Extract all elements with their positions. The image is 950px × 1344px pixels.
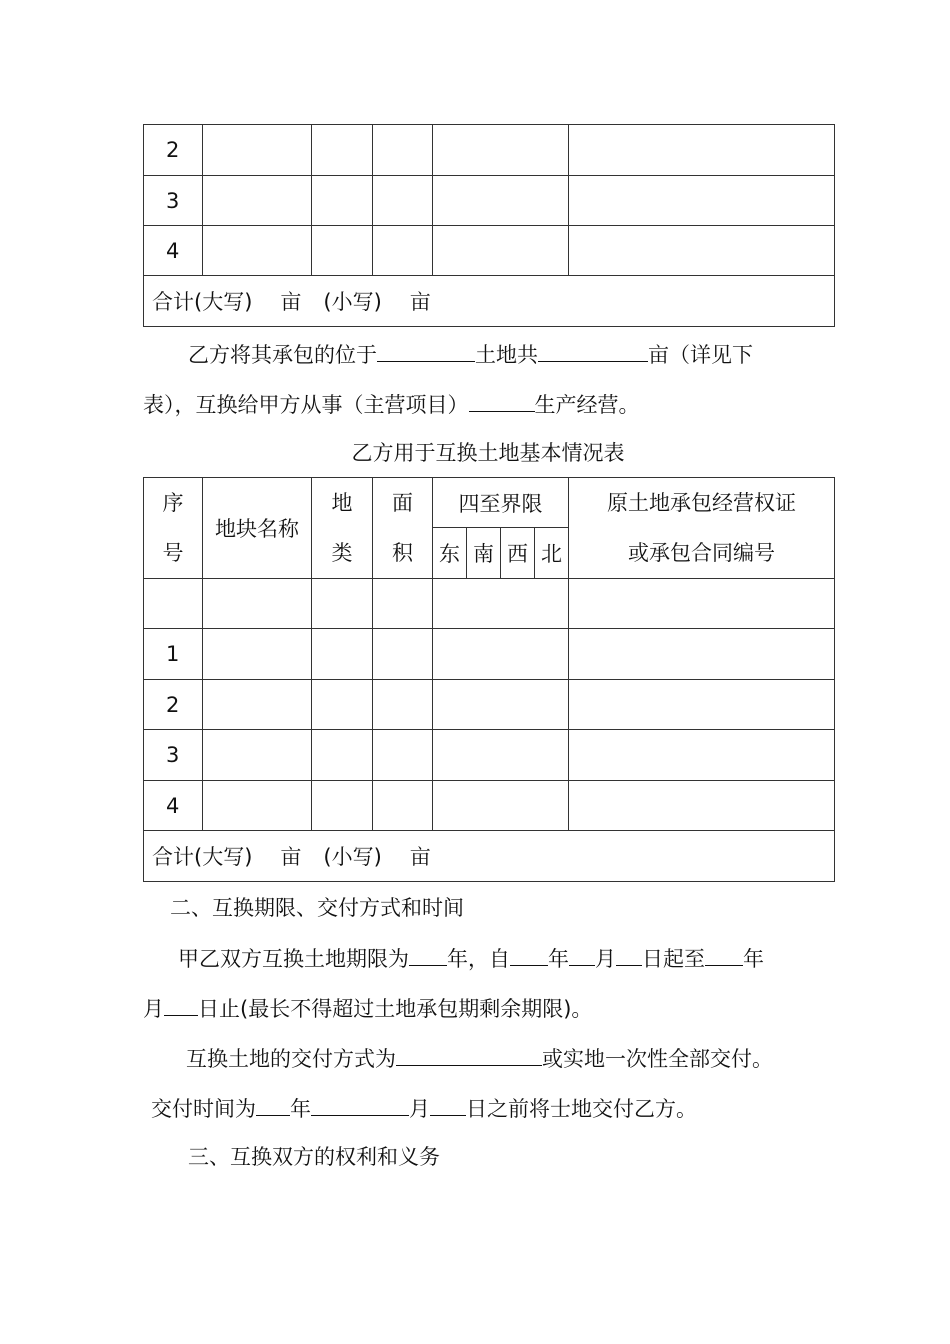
table-caption: 乙方用于互换土地基本情况表	[351, 441, 625, 465]
blank-location	[377, 340, 475, 362]
header-south: 南	[467, 528, 501, 579]
header-area: 面	[392, 491, 413, 515]
blank-delivery-month	[311, 1094, 409, 1116]
row-number: 4	[144, 226, 203, 276]
header-seq: 序	[162, 491, 184, 515]
row-number: 1	[144, 629, 203, 680]
blank-area	[538, 340, 648, 362]
total-label-numeric: (小写)	[323, 290, 382, 314]
blank-delivery-year	[256, 1094, 290, 1116]
header-type: 地	[331, 491, 353, 515]
blank-start-month	[569, 944, 595, 966]
row-number	[144, 579, 203, 629]
row-number: 2	[144, 680, 203, 730]
header-east: 东	[433, 528, 467, 579]
blank-start-day	[616, 944, 642, 966]
blank-years	[409, 944, 447, 966]
table-row	[144, 730, 835, 781]
total-unit: 亩	[409, 845, 431, 869]
table-row	[144, 781, 835, 831]
total-label-capital: 合计(大写)	[152, 845, 253, 869]
table-row	[144, 125, 835, 176]
paragraph-line: 表），互换给甲方从事（主营项目） 生产经营。	[143, 390, 640, 419]
paragraph-line: 互换土地的交付方式为 或实地一次性全部交付。	[186, 1044, 773, 1073]
row-number: 2	[144, 125, 203, 176]
header-row: 序 号 地块名称 地 类 面 积 四至界限 原土地承包经营权证 或承包合同编号	[144, 478, 835, 528]
paragraph-line: 乙方将其承包的位于 土地共 亩（详见下	[188, 340, 753, 369]
total-unit: 亩	[280, 290, 302, 314]
section-heading: 三、互换双方的权利和义务	[188, 1145, 440, 1169]
row-number: 3	[144, 176, 203, 226]
total-row	[144, 831, 835, 882]
blank-delivery-day	[430, 1094, 466, 1116]
table-row	[144, 579, 835, 629]
blank-delivery-method	[396, 1044, 542, 1066]
row-number: 4	[144, 781, 203, 831]
total-label-numeric: (小写)	[323, 845, 382, 869]
header-certificate: 原土地承包经营权证	[607, 491, 796, 515]
blank-start-year	[510, 944, 548, 966]
row-number: 3	[144, 730, 203, 781]
header-boundary: 四至界限	[433, 478, 569, 528]
land-info-table	[143, 477, 835, 882]
table-row	[144, 226, 835, 276]
total-label-capital: 合计(大写)	[152, 290, 253, 314]
blank-end-month	[164, 994, 198, 1016]
total-unit: 亩	[280, 845, 302, 869]
land-table-continued	[143, 124, 835, 327]
total-unit: 亩	[409, 290, 431, 314]
paragraph-line: 甲乙双方互换土地期限为 年，自 年 月 日起至 年	[178, 944, 764, 973]
header-plot-name: 地块名称	[203, 478, 312, 579]
table-row	[144, 176, 835, 226]
header-north: 北	[535, 528, 569, 579]
section-heading: 二、互换期限、交付方式和时间	[170, 896, 464, 920]
header-west: 西	[501, 528, 535, 579]
table-row	[144, 629, 835, 680]
total-row	[144, 276, 835, 327]
blank-end-year	[705, 944, 743, 966]
paragraph-line: 交付时间为 年 月 日之前将士地交付乙方。	[151, 1094, 697, 1123]
blank-project	[469, 390, 535, 412]
table-row	[144, 680, 835, 730]
paragraph-line: 月 日止(最长不得超过土地承包期剩余期限)。	[143, 994, 592, 1023]
